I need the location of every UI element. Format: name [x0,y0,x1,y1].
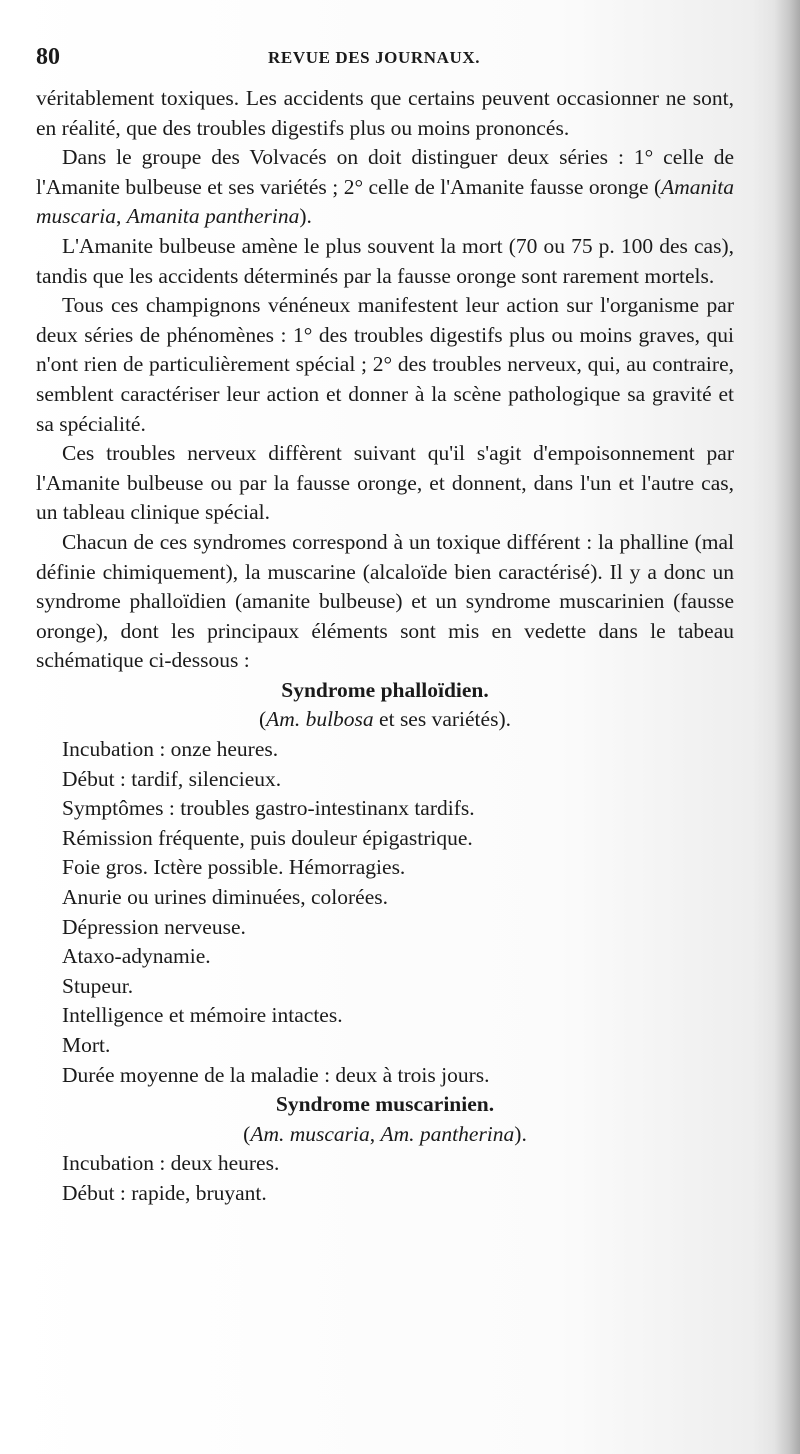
page-number: 80 [36,44,60,70]
paragraph-3: L'Amanite bulbeuse amène le plus souvent la mort (70 ou 75 p. 100 des cas), tandis que les accidents déterminés par la fausse oronge sont rarement mortels. [36,233,734,288]
syndrome-muscarinien-list [36,1149,734,1208]
list-item: Durée moyenne de la maladie : deux à trois jours. [62,1062,490,1087]
species-muscaria: Amanita muscaria [36,174,734,229]
running-head: REVUE DES JOURNAUX. [268,48,481,67]
syndrome-muscarinien-subtitle [36,1120,734,1150]
separator: , [116,204,127,229]
subtitle-rest: et ses variétés). [373,707,511,732]
list-item: Stupeur. [62,973,134,998]
paren-close: ). [514,1121,527,1146]
paragraph-1: véritablement toxiques. Les accidents que certains peuvent occasionner ne sont, en réalité, que des troubles digestifs plus ou moins prononcés. [36,86,734,140]
paragraph-6: Chacun de ces syndromes correspond à un toxique différent : la phalline (mal définie chimiquement), la muscarine (alcaloïde bien caractérisé). Il y a donc un syndrome phalloïdien (amanite bulbeuse) et un syndrome muscarinien (fausse oronge), dont les principaux éléments sont mis en vedette dans le tabeau schématique ci-dessous : [36,529,734,673]
species-muscaria: Am. muscaria [250,1121,370,1146]
paragraph-2 [36,143,734,232]
page-header [36,44,730,74]
species-bulbosa: Am. bulbosa [266,707,374,732]
list-item: Foie gros. Ictère possible. Hémorragies. [62,855,406,880]
list-item: Mort. [62,1033,111,1057]
list-item: Dépression nerveuse. [62,914,246,939]
paragraph-2-end: ). [299,204,312,229]
list-item: Anurie ou urines diminuées, colorées. [62,885,388,910]
syndrome-phalloidien-list [36,735,734,1090]
list-item: Rémission fréquente, puis douleur épigastrique. [62,825,473,850]
species-pantherina: Am. pantherina [380,1121,515,1146]
paragraph-4: Tous ces champignons vénéneux manifestent leur action sur l'organisme par deux séries de phénomènes : 1° des troubles digestifs plus ou moins graves, qui n'ont rien de particulièrement spécial ; 2° des troubles nerveux, qui, au contraire, semblent caractériser leur action et donner à la scène pathologique sa gravité et sa spécialité. [36,293,734,436]
list-item: Incubation : onze heures. [62,737,279,762]
list-item: Intelligence et mémoire intactes. [62,1003,343,1028]
list-item: Incubation : deux heures. [62,1151,280,1176]
paren-open: ( [259,707,267,732]
paren-open: ( [243,1121,251,1146]
species-pantherina: Amanita pantherina [126,204,300,229]
syndrome-phalloidien-title: Syndrome phalloïdien. [281,677,489,702]
syndrome-muscarinien-title: Syndrome muscarinien. [275,1092,495,1117]
list-item: Ataxo-adynamie. [62,944,211,969]
body-text [36,84,734,1209]
list-item: Début : tardif, silencieux. [62,766,282,791]
syndrome-phalloidien-subtitle [36,705,734,735]
list-item: Début : rapide, bruyant. [62,1180,267,1205]
paragraph-5: Ces troubles nerveux diffèrent suivant qu'il s'agit d'empoisonnement par l'Amanite bulbeuse ou par la fausse oronge, et donnent, dans l'un et l'autre cas, un tableau clinique spécial. [36,441,734,525]
paragraph-2-text: Dans le groupe des Volvacés on doit distinguer deux séries : 1° celle de l'Amanite bulbeuse et ses variétés ; 2° celle de l'Amanite fausse oronge ( [36,145,734,199]
separator: , [369,1121,381,1146]
list-item: Symptômes : troubles gastro-intestinanx tardifs. [62,796,475,821]
page-edge-shadow [774,0,800,1454]
